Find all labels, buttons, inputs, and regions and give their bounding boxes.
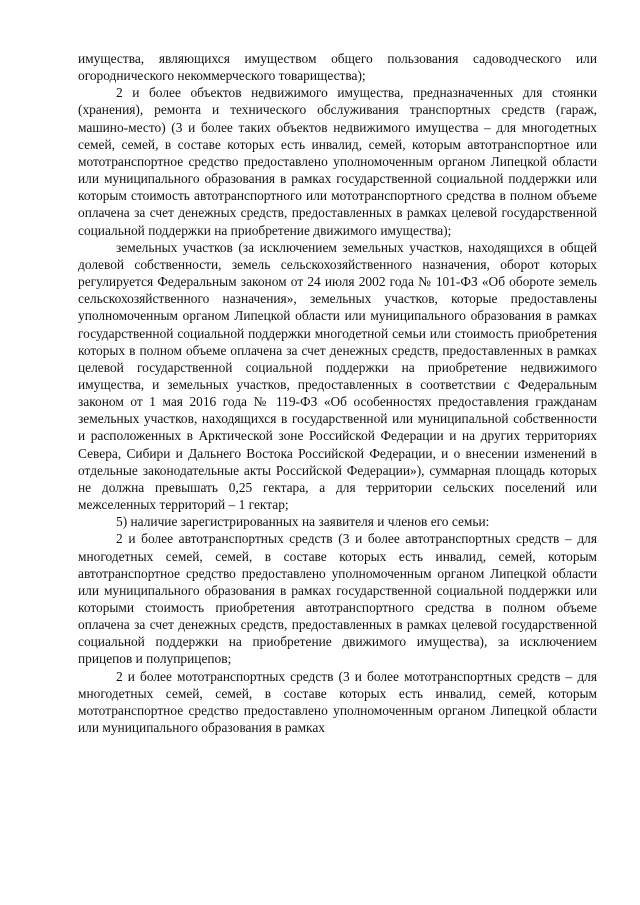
paragraph-item-5-heading: 5) наличие зарегистрированных на заявителя и членов его семьи:: [116, 514, 490, 530]
paragraph-land-plots: земельных участков (за исключением земельных участков, находящихся в общей долевой собственности, земель сельскохозяйственного назначения, оборот которых регулируется Федеральным законом от 24 июля 2002 года № 101-ФЗ «Об обороте земель сельскохозяйственного назначения», земельных участков, которые предоставлены уполномоченным органом Липецкой области или муниципального образования в рамках государственной социальной поддержки многодетной семьи или стоимость приобретения которых в полном объеме оплачена за счет денежных средств, предоставленных в рамках целевой государственной социальной поддержки на приобретение недвижимого имущества, и земельных участков, предоставленных в соответствии с Федеральным законом от 1 мая 2016 года № 119-ФЗ «Об особенностях предоставления гражданам земельных участков, находящихся в государственной или муниципальной собственности и расположенных в Арктической зоне Российской Федерации и на других территориях Севера, Сибири и Дальнего Востока Российской Федерации, и о внесении изменений в отдельные законодательные акты Российской Федерации»), суммарная площадь которых не должна превышать 0,25 гектара, а для территории сельских поселений или межселенных территорий – 1 гектар;: [78, 239, 597, 513]
paragraph-parking-objects: 2 и более объектов недвижимого имущества, предназначенных для стоянки (хранения), ремонта и технического обслуживания транспортных средств (гараж, машино-место) (3 и более таких объектов недвижимого имущества – для многодетных семей, семей, в составе которых есть инвалид, семей, которым автотранспортное или мототранспортное средство предоставлено уполномоченным органом Липецкой области или муниципального образования в рамках государственной социальной поддержки или которым стоимость автотранспортного или мототранспортного средства в полном объеме оплачена за счет денежных средств, предоставленных в рамках целевой государственной социальной поддержки на приобретение движимого имущества);: [78, 85, 597, 238]
paragraph-property-continuation: имущества, являющихся имуществом общего пользования садоводческого или огороднического некоммерческого товарищества);: [78, 51, 597, 84]
paragraph-motor-vehicles: 2 и более автотранспортных средств (3 и более автотранспортных средств – для многодетных семей, семей, в составе которых есть инвалид, семей, которым автотранспортное средство предоставлено уполномоченным органом Липецкой области или муниципального образования в рамках государственной социальной поддержки или которыми стоимость приобретения автотранспортного средства в полном объеме оплачена за счет денежных средств, предоставленных в рамках целевой государственной социальной поддержки на приобретение движимого имущества), за исключением прицепов и полуприцепов;: [78, 531, 597, 667]
document-page: [78, 50, 597, 736]
paragraph-motorcycles: 2 и более мототранспортных средств (3 и более мототранспортных средств – для многодетных семей, семей, в составе которых есть инвалид, семей, которым мототранспортное средство предоставлено уполномоченным органом Липецкой области или муниципального образования в рамках: [78, 668, 597, 736]
